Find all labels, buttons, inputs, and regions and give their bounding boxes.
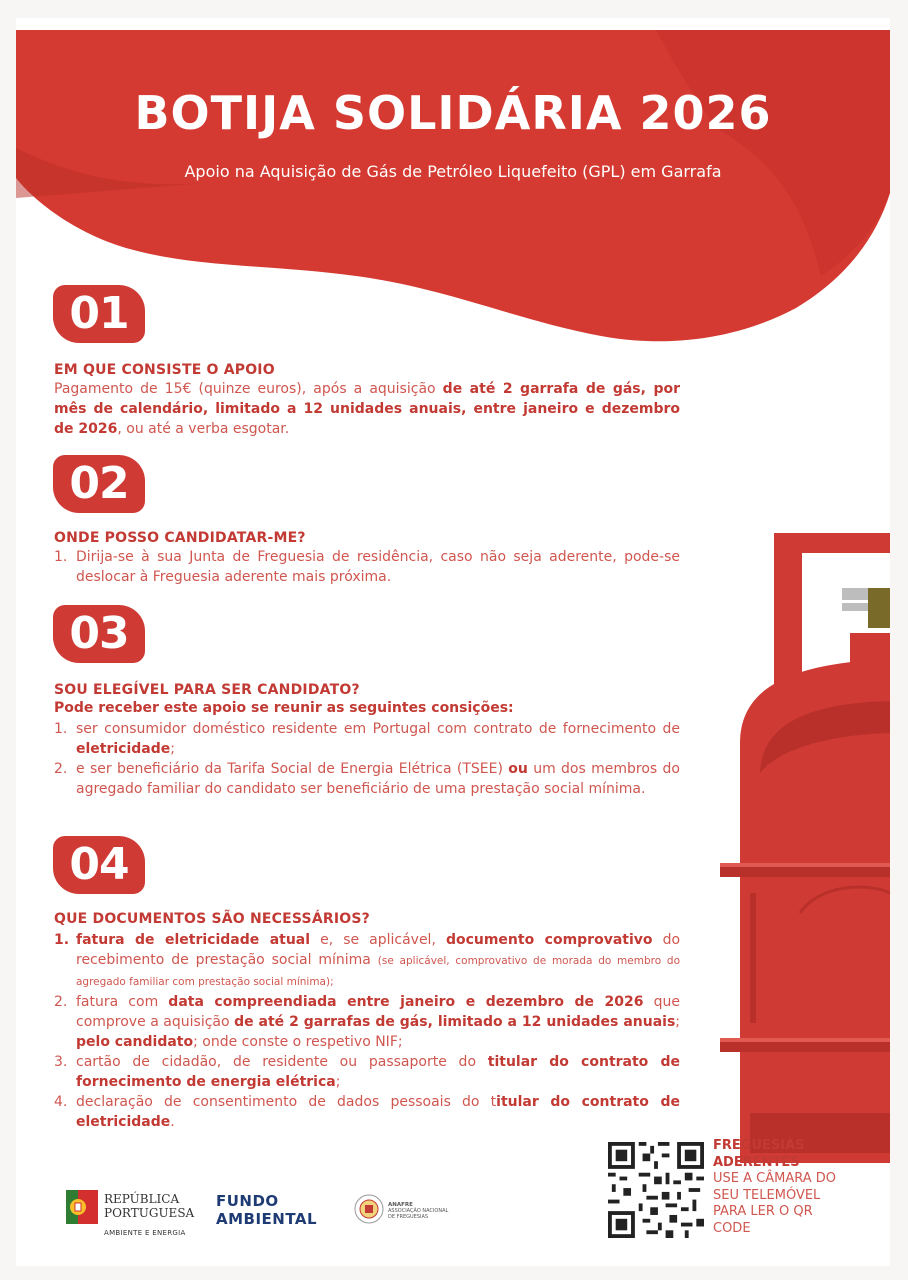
qr-code[interactable] xyxy=(608,1142,704,1238)
qr-caption-line: SEU TELEMÓVEL xyxy=(713,1187,821,1203)
flyer-page xyxy=(16,18,890,1266)
republica-portuguesa-logo xyxy=(104,1192,194,1220)
anafre-logo xyxy=(388,1202,448,1220)
section-2-list xyxy=(54,547,680,587)
qr-caption-line: PARA LER O QR xyxy=(713,1204,813,1219)
page-subtitle: Apoio na Aquisição de Gás de Petróleo Liquefeito (GPL) em Garrafa xyxy=(184,162,722,181)
text-run: um dos membros do agregado familiar do candidato ser beneficiário de uma prestação social mínima. xyxy=(76,761,680,797)
qr-caption-line: ADERENTES xyxy=(713,1154,800,1170)
text-run: ; xyxy=(335,1074,341,1090)
republica-portuguesa-emblem-icon xyxy=(66,1190,98,1224)
footer-logos xyxy=(66,1186,486,1246)
gas-cylinder-illustration xyxy=(700,533,890,1163)
logo-text: PORTUGUESA xyxy=(104,1206,195,1220)
list-number: 1. xyxy=(54,549,68,565)
text-run-bold: de até 2 garrafa de gás, por mês de calendário, limitado a 12 unidades anuais, entre janeiro e dezembro de 2026 xyxy=(54,381,680,437)
header-wave-background xyxy=(16,18,890,348)
section-title: QUE DOCUMENTOS SÃO NECESSÁRIOS? xyxy=(54,911,370,927)
qr-caption-line: USE A CÂMARA DO xyxy=(713,1171,836,1186)
text-run: ; xyxy=(675,1014,680,1030)
section-title: EM QUE CONSISTE O APOIO xyxy=(54,362,275,378)
text-run-bold: titular do contrato de fornecimento de energia elétrica xyxy=(76,1054,680,1090)
section-number-badge: 03 xyxy=(53,605,145,663)
text-run: ; xyxy=(170,741,175,757)
text-run-bold: ou xyxy=(508,761,528,777)
logo-text: AMBIENTAL xyxy=(216,1210,318,1228)
text-run-bold: fatura de eletricidade atual xyxy=(76,932,311,948)
section-1-text xyxy=(54,379,680,439)
list-number: 1. xyxy=(54,721,68,737)
logo-text: ANAFRE xyxy=(388,1202,413,1208)
text-run-bold: documento comprovativo xyxy=(445,932,653,948)
text-run: do recebimento de prestação social mínima xyxy=(76,932,681,968)
section-title: SOU ELEGÍVEL PARA SER CANDIDATO? xyxy=(54,682,360,698)
list-number: 2. xyxy=(54,994,68,1010)
anafre-seal-icon xyxy=(354,1194,384,1224)
logo-text: ASSOCIAÇÃO NACIONAL xyxy=(388,1208,449,1214)
text-run-bold: pelo candidato xyxy=(76,1034,194,1050)
text-run: e ser beneficiário da Tarifa Social de Energia Elétrica (TSEE) xyxy=(76,761,509,777)
qr-caption xyxy=(713,1138,863,1237)
logo-text: DE FREGUESIAS xyxy=(388,1214,429,1220)
qr-caption-line: CODE xyxy=(713,1220,751,1236)
text-run: cartão de cidadão, de residente ou passaporte do xyxy=(76,1054,488,1070)
section-number-badge: 04 xyxy=(53,836,145,894)
text-run: fatura com xyxy=(76,994,169,1010)
text-run: que comprove a aquisição xyxy=(76,994,680,1030)
text-run-bold: eletricidade xyxy=(76,741,171,757)
page-title: BOTIJA SOLIDÁRIA 2026 xyxy=(134,86,772,140)
section-number-badge: 02 xyxy=(53,455,145,513)
logo-text: FUNDO xyxy=(216,1192,279,1210)
list-text: Dirija-se à sua Junta de Freguesia de residência, caso não seja aderente, pode-se deslocar à Freguesia aderente mais próxima. xyxy=(76,549,680,585)
list-number: 4. xyxy=(54,1094,68,1110)
list-item xyxy=(54,1092,680,1132)
logo-text: REPÚBLICA xyxy=(104,1192,180,1206)
text-run: , ou até a verba esgotar. xyxy=(117,421,290,437)
text-run: . xyxy=(170,1114,175,1130)
section-3-intro: Pode receber este apoio se reunir as seguintes consições: xyxy=(54,700,514,716)
text-run: ; onde conste o respetivo NIF; xyxy=(193,1034,403,1050)
list-item xyxy=(54,719,680,759)
text-run-bold: data compreendiada entre janeiro e dezembro de 2026 xyxy=(168,994,644,1010)
text-run-bold: de até 2 garrafas de gás, limitado a 12 unidades anuais xyxy=(234,1014,676,1030)
list-item xyxy=(54,930,680,992)
section-3-list xyxy=(54,719,680,799)
text-run: ser consumidor doméstico residente em Portugal com contrato de fornecimento de xyxy=(76,721,680,737)
list-item xyxy=(54,759,680,799)
section-4-list xyxy=(54,930,680,1132)
section-title: ONDE POSSO CANDIDATAR-ME? xyxy=(54,530,306,546)
fundo-ambiental-logo xyxy=(216,1192,317,1228)
text-run: declaração de consentimento de dados pessoais do t xyxy=(76,1094,497,1110)
list-number: 1. xyxy=(54,932,70,948)
qr-caption-line: FREGUESIAS xyxy=(713,1138,805,1153)
list-number: 2. xyxy=(54,761,68,777)
list-item xyxy=(54,992,680,1052)
list-number: 3. xyxy=(54,1054,68,1070)
list-item xyxy=(54,1052,680,1092)
text-run: e, se aplicável, xyxy=(310,932,446,948)
text-run-bold: itular do contrato de eletricidade xyxy=(76,1094,680,1130)
text-run-small: (se aplicável, comprovativo de morada do membro do agregado familiar com prestação social mínima); xyxy=(76,955,680,988)
text-run: Pagamento de 15€ (quinze euros), após a aquisição xyxy=(54,381,443,397)
logo-subtext: AMBIENTE E ENERGIA xyxy=(104,1229,186,1237)
list-item xyxy=(54,547,680,587)
section-number-badge: 01 xyxy=(53,285,145,343)
